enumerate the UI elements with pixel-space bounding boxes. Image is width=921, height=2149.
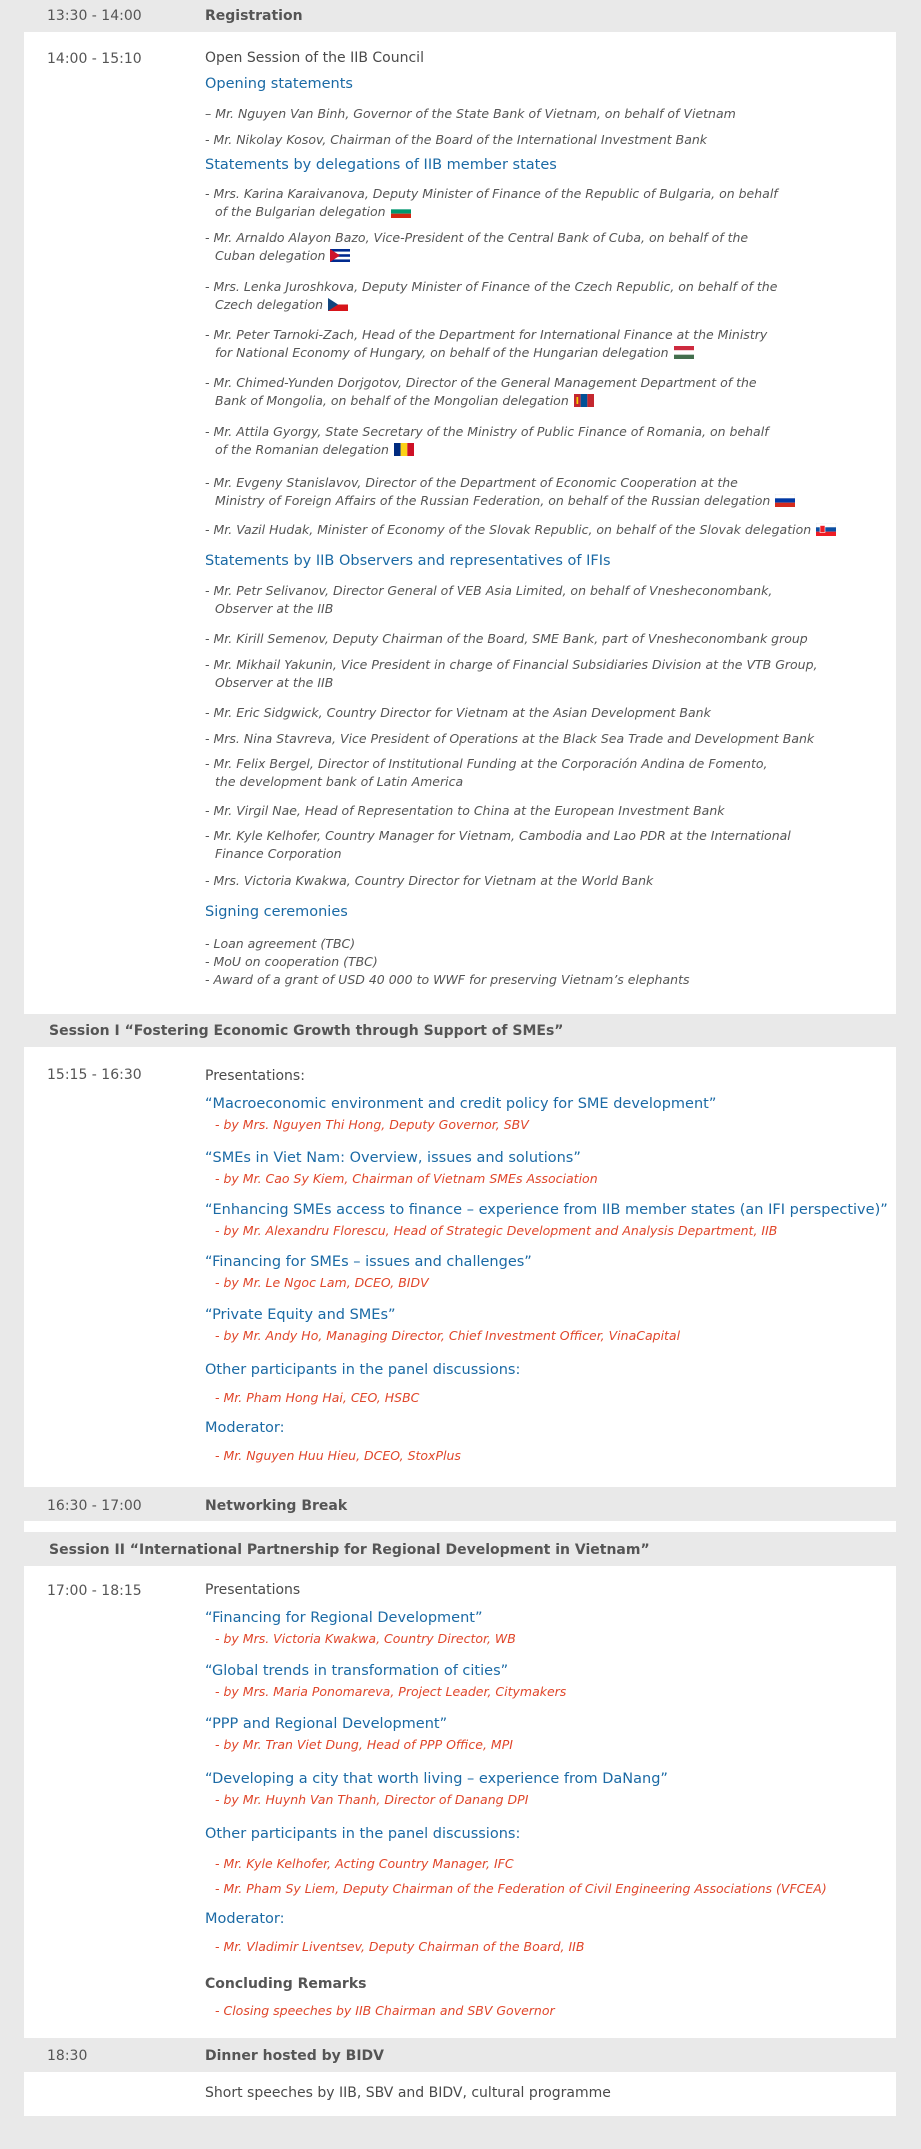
break-time: 16:30 - 17:00: [47, 1498, 142, 1514]
observer-statement: - Mr. Virgil Nae, Head of Representation to China at the European Investment Bank: [205, 803, 725, 818]
session1-talk-title: “Financing for SMEs – issues and challenges”: [205, 1254, 532, 1270]
member-statement: - Mr. Peter Tarnoki-Zach, Head of the Department for International Finance at the Ministry for National Economy of Hungary, on behalf of the Hungarian delegation: [205, 327, 768, 360]
session2-presentations-label: Presentations: [205, 1582, 301, 1598]
session2-talk-title: “Developing a city that worth living – experience from DaNang”: [205, 1771, 668, 1787]
observer-statement: - Mrs. Victoria Kwakwa, Country Director for Vietnam at the World Bank: [205, 873, 654, 888]
session1-talk-speaker: - by Mr. Alexandru Florescu, Head of Strategic Development and Analysis Department, IIB: [215, 1223, 778, 1238]
dinner-label: Dinner hosted by BIDV: [205, 2048, 384, 2064]
session1-time: 15:15 - 16:30: [47, 1067, 142, 1083]
opening-time: 14:00 - 15:10: [47, 51, 142, 67]
session2-moderator: - Mr. Vladimir Liventsev, Deputy Chairman of the Board, IIB: [215, 1939, 585, 1954]
session2-title: Session II “International Partnership for Regional Development in Vietnam”: [49, 1542, 650, 1558]
observer-statement: - Mr. Petr Selivanov, Director General of VEB Asia Limited, on behalf of Vnesheconombank, Observer at the IIB: [205, 583, 773, 616]
session2-talk-speaker: - by Mrs. Victoria Kwakwa, Country Director, WB: [215, 1631, 516, 1646]
session2-panel-item: - Mr. Pham Sy Liem, Deputy Chairman of the Federation of Civil Engineering Associations (VFCEA): [215, 1881, 827, 1896]
observer-statement: - Mr. Mikhail Yakunin, Vice President in charge of Financial Subsidiaries Division at the VTB Group, Observer at the IIB: [205, 657, 818, 690]
session1-talk-title: “SMEs in Viet Nam: Overview, issues and solutions”: [205, 1150, 581, 1166]
opening-title: Open Session of the IIB Council: [205, 50, 424, 66]
opening-item: - Mr. Nikolay Kosov, Chairman of the Board of the International Investment Bank: [205, 132, 708, 147]
member-statement: - Mrs. Lenka Juroshkova, Deputy Minister of Finance of the Czech Republic, on behalf of the Czech delegation: [205, 279, 778, 312]
slovakia-flag-icon: [816, 523, 836, 536]
romania-flag-icon: [394, 443, 414, 456]
session2-panel-label: Other participants in the panel discussions:: [205, 1826, 521, 1842]
observer-statement: - Mr. Kyle Kelhofer, Country Manager for Vietnam, Cambodia and Lao PDR at the International Finance Corporation: [205, 828, 791, 861]
mongolia-flag-icon: [574, 394, 594, 407]
czech-flag-icon: [328, 298, 348, 311]
member-statement: - Mr. Evgeny Stanislavov, Director of the Department of Economic Cooperation at the Ministry of Foreign Affairs of the Russian Federation, on behalf of the Russian delegation: [205, 474, 795, 510]
concluding-remarks-item: - Closing speeches by IIB Chairman and SBV Governor: [215, 2003, 555, 2018]
signing-item: - MoU on cooperation (TBC): [205, 954, 378, 969]
session2-talk-title: “PPP and Regional Development”: [205, 1716, 448, 1732]
signing-item: - Loan agreement (TBC): [205, 936, 356, 951]
observer-statement: - Mr. Eric Sidgwick, Country Director for Vietnam at the Asian Development Bank: [205, 705, 711, 720]
signing-heading: Signing ceremonies: [205, 904, 348, 920]
session1-presentations-label: Presentations:: [205, 1068, 305, 1084]
session1-talk-speaker: - by Mr. Le Ngoc Lam, DCEO, BIDV: [215, 1275, 429, 1290]
break-card: [24, 1521, 896, 1532]
dinner-details: Short speeches by IIB, SBV and BIDV, cultural programme: [205, 2085, 611, 2101]
member-statement: - Mr. Chimed-Yunden Dorjgotov, Director of the General Management Department of the Bank of Mongolia, on behalf of the Mongolian delegation: [205, 375, 757, 408]
russia-flag-icon: [775, 494, 795, 507]
member-statement: - Mr. Arnaldo Alayon Bazo, Vice-President of the Central Bank of Cuba, on behalf of the Cuban delegation: [205, 230, 749, 263]
observer-statement: - Mr. Felix Bergel, Director of Institutional Funding at the Corporación Andina de Fomento, the development bank of Latin America: [205, 756, 768, 789]
session1-panel-item: - Mr. Pham Hong Hai, CEO, HSBC: [215, 1390, 420, 1405]
session1-talk-speaker: - by Mrs. Nguyen Thi Hong, Deputy Governor, SBV: [215, 1117, 529, 1132]
observer-statement: - Mr. Kirill Semenov, Deputy Chairman of the Board, SME Bank, part of Vnesheconombank group: [205, 631, 808, 646]
session2-time: 17:00 - 18:15: [47, 1583, 142, 1599]
session1-panel-label: Other participants in the panel discussions:: [205, 1362, 521, 1378]
break-label: Networking Break: [205, 1498, 348, 1514]
session2-talk-speaker: - by Mr. Tran Viet Dung, Head of PPP Office, MPI: [215, 1737, 513, 1752]
observer-statement: - Mrs. Nina Stavreva, Vice President of Operations at the Black Sea Trade and Development Bank: [205, 731, 815, 746]
observers-heading: Statements by IIB Observers and representatives of IFIs: [205, 553, 611, 569]
registration-label: Registration: [205, 8, 303, 24]
concluding-remarks-label: Concluding Remarks: [205, 1976, 367, 1992]
member-statement: - Mrs. Karina Karaivanova, Deputy Minister of Finance of the Republic of Bulgaria, on behalf of the Bulgarian delegation: [205, 186, 778, 219]
dinner-time: 18:30: [47, 2048, 88, 2064]
signing-item: - Award of a grant of USD 40 000 to WWF for preserving Vietnam’s elephants: [205, 972, 690, 987]
member-statement: - Mr. Attila Gyorgy, State Secretary of the Ministry of Public Finance of Romania, on behalf of the Romanian delegation: [205, 424, 769, 457]
session2-talk-title: “Global trends in transformation of cities”: [205, 1663, 509, 1679]
member-statements-heading: Statements by delegations of IIB member states: [205, 157, 557, 173]
session1-talk-speaker: - by Mr. Andy Ho, Managing Director, Chief Investment Officer, VinaCapital: [215, 1328, 681, 1343]
session2-talk-speaker: - by Mrs. Maria Ponomareva, Project Leader, Citymakers: [215, 1684, 567, 1699]
session1-title: Session I “Fostering Economic Growth through Support of SMEs”: [49, 1023, 564, 1039]
session2-talk-title: “Financing for Regional Development”: [205, 1610, 483, 1626]
opening-item: – Mr. Nguyen Van Binh, Governor of the State Bank of Vietnam, on behalf of Vietnam: [205, 106, 736, 121]
session2-moderator-label: Moderator:: [205, 1911, 285, 1927]
cuba-flag-icon: [330, 249, 350, 262]
session1-talk-speaker: - by Mr. Cao Sy Kiem, Chairman of Vietnam SMEs Association: [215, 1171, 598, 1186]
session2-panel-item: - Mr. Kyle Kelhofer, Acting Country Manager, IFC: [215, 1856, 514, 1871]
session1-moderator: - Mr. Nguyen Huu Hieu, DCEO, StoxPlus: [215, 1448, 461, 1463]
session1-talk-title: “Private Equity and SMEs”: [205, 1307, 396, 1323]
session1-talk-title: “Macroeconomic environment and credit policy for SME development”: [205, 1096, 717, 1112]
hungary-flag-icon: [674, 346, 694, 359]
opening-statements-heading: Opening statements: [205, 76, 353, 92]
session1-talk-title: “Enhancing SMEs access to finance – experience from IIB member states (an IFI perspective)”: [205, 1202, 888, 1218]
member-statement: - Mr. Vazil Hudak, Minister of Economy of the Slovak Republic, on behalf of the Slovak delegation: [205, 521, 836, 539]
registration-time: 13:30 - 14:00: [47, 8, 142, 24]
session2-talk-speaker: - by Mr. Huynh Van Thanh, Director of Danang DPI: [215, 1792, 529, 1807]
bulgaria-flag-icon: [391, 205, 411, 218]
session1-moderator-label: Moderator:: [205, 1420, 285, 1436]
